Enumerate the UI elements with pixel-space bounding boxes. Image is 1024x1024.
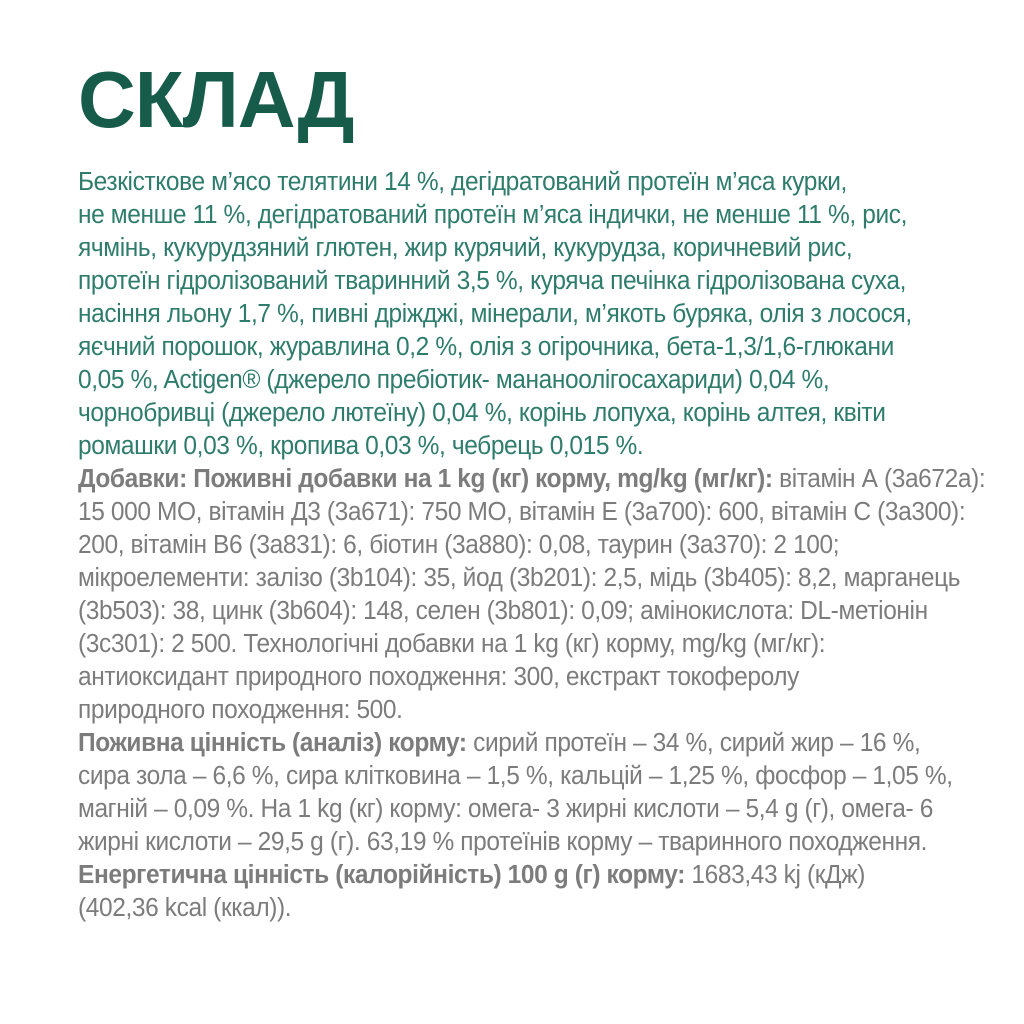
text-segment: яєчний порошок, журавлина 0,2 %, олія з огірочника, бета-1,3/1,6-глюкани (78, 333, 894, 361)
text-line (78, 661, 932, 694)
text-segment-bold: Добавки: Поживні добавки на 1 kg (кг) корму, mg/kg (мг/кг): (78, 465, 773, 493)
text-segment: ячмінь, кукурудзяний глютен, жир курячий, кукурудза, коричневий рис, (78, 234, 853, 262)
text-line (78, 496, 966, 529)
composition-page (78, 55, 986, 925)
text-line (78, 595, 932, 628)
text-segment: ромашки 0,03 %, кропива 0,03 %, чебрець 0,015 %. (78, 432, 644, 460)
text-segment: протеїн гідролізований тваринний 3,5 %, куряча печінка гідролізована суха, (78, 267, 907, 295)
text-line (78, 331, 932, 364)
composition-text (78, 166, 986, 925)
text-segment: сирий протеїн – 34 %, сирий жир – 16 %, (466, 729, 921, 757)
text-line (78, 463, 986, 496)
section-nutrition (78, 727, 953, 859)
text-line (78, 397, 932, 430)
text-segment: 15 000 МО, вітамін Д3 (3a671): 750 МО, вітамін Е (3a700): 600, вітамін С (3a300): (78, 498, 966, 526)
text-line (78, 265, 932, 298)
text-segment: природного походження: 500. (78, 696, 403, 724)
text-segment: антиоксидант природного походження: 300, екстракт токоферолу (78, 663, 800, 691)
text-segment: (3b503): 38, цинк (3b604): 148, селен (3b801): 0,09; амінокислота: DL-метіонін (78, 597, 928, 625)
text-line (78, 859, 932, 892)
text-line (78, 232, 932, 265)
text-line (78, 793, 932, 826)
text-line (78, 760, 953, 793)
page-title: СКЛАД (78, 55, 354, 144)
text-segment: вітамін А (3a672a): (772, 465, 986, 493)
section-energy (78, 859, 932, 925)
text-line (78, 562, 961, 595)
text-line (78, 364, 932, 397)
text-line (78, 694, 932, 727)
text-segment: 1683,43 kj (кДж) (684, 861, 865, 889)
section-additives (78, 463, 986, 727)
text-segment: не менше 11 %, дегідратований протеїн м’яса індички, не менше 11 %, рис, (78, 201, 908, 229)
text-line (78, 529, 932, 562)
text-line (78, 628, 932, 661)
text-segment: (3c301): 2 500. Технологічні добавки на 1 kg (кг) корму, mg/kg (мг/кг): (78, 630, 826, 658)
text-segment: чорнобривці (джерело лютеїну) 0,04 %, корінь лопуха, корінь алтея, квіти (78, 399, 886, 427)
text-line (78, 166, 932, 199)
text-segment: сира зола – 6,6 %, сира клітковина – 1,5 %, кальцій – 1,25 %, фосфор – 1,05 %, (78, 762, 953, 790)
text-segment-bold: Енергетична цінність (калорійність) 100 g (г) корму: (78, 861, 685, 889)
text-segment: Безкісткове м’ясо телятини 14 %, дегідратований протеїн м’яса курки, (78, 168, 847, 196)
text-segment: мікроелементи: залізо (3b104): 35, йод (3b201): 2,5, мідь (3b405): 8,2, марганець (78, 564, 961, 592)
text-line (78, 199, 932, 232)
text-line (78, 430, 932, 463)
text-segment: магній – 0,09 %. На 1 kg (кг) корму: омега- 3 жирні кислоти – 5,4 g (г), омега- 6 (78, 795, 933, 823)
text-line (78, 826, 932, 859)
text-line (78, 727, 932, 760)
text-segment: насіння льону 1,7 %, пивні дріжджі, мінерали, м’якоть буряка, олія з лосося, (78, 300, 912, 328)
text-segment: (402,36 kcal (ккал)). (78, 894, 292, 922)
text-line (78, 892, 932, 925)
text-segment-bold: Поживна цінність (аналіз) корму: (78, 729, 467, 757)
section-ingredients (78, 166, 932, 463)
text-segment: 0,05 %, Actigen® (джерело пребіотик- мананоолігосахариди) 0,04 %, (78, 366, 830, 394)
text-segment: 200, вітамін В6 (3a831): 6, біотин (3a880): 0,08, таурин (3a370): 2 100; (78, 531, 840, 559)
text-segment: жирні кислоти – 29,5 g (г). 63,19 % протеїнів корму – тваринного походження. (78, 828, 928, 856)
text-line (78, 298, 932, 331)
